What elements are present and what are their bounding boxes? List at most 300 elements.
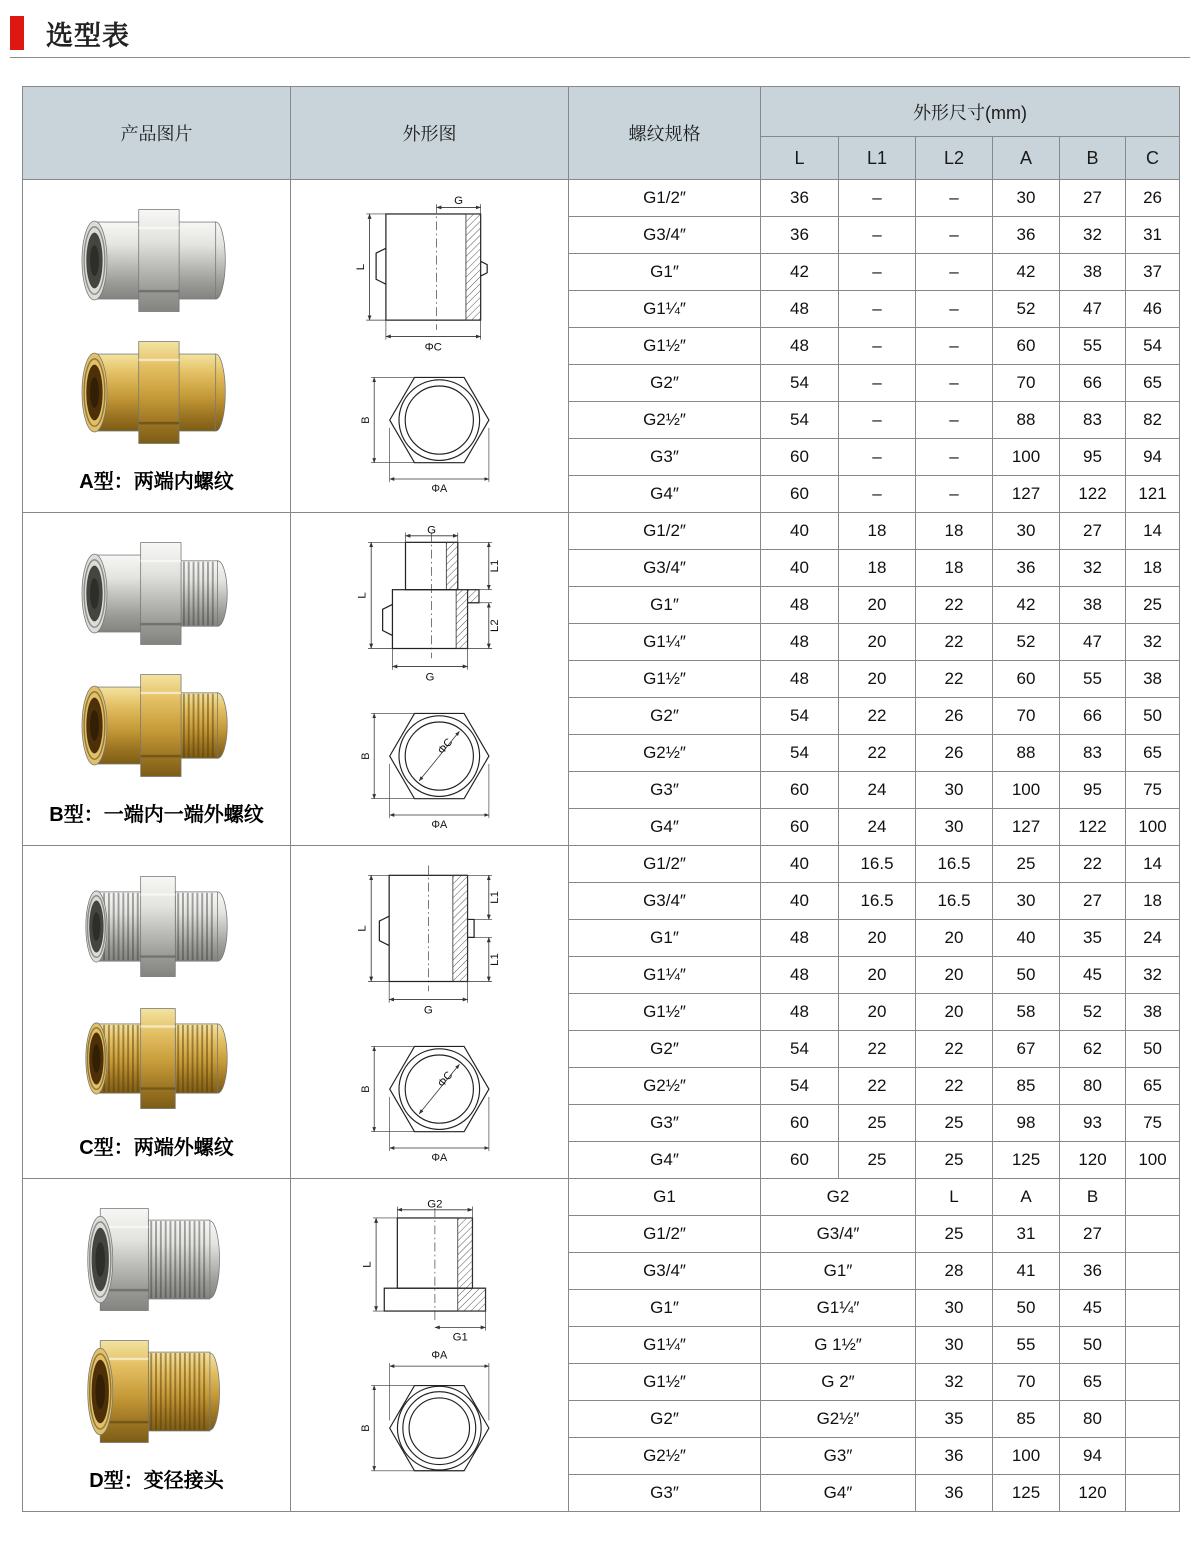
outline-drawing-cell-B (291, 513, 569, 846)
dimension-value-cell: 54 (761, 735, 839, 772)
dimension-value-cell: 30 (993, 883, 1060, 920)
dim-label: G (426, 525, 436, 537)
dimension-value-cell: – (916, 291, 993, 328)
table-header (23, 87, 1180, 180)
dimension-value-cell: 65 (1126, 365, 1180, 402)
dimension-value-cell: 16.5 (839, 883, 916, 920)
dimension-value-cell: 25 (916, 1105, 993, 1142)
table-row (23, 846, 1180, 883)
table-body (23, 180, 1180, 1512)
dimension-value-cell: 83 (1060, 735, 1126, 772)
product-photo-cell-D (23, 1179, 291, 1512)
dimension-value-cell: 83 (1060, 402, 1126, 439)
thread-spec-cell: G2½″ (569, 735, 761, 772)
selection-table (22, 86, 1180, 1512)
dimension-value-cell: 120 (1060, 1475, 1126, 1512)
thread-spec-cell: G3/4″ (569, 1253, 761, 1290)
dim-label: L (360, 1261, 373, 1268)
dimension-value-cell: 85 (993, 1068, 1060, 1105)
dim-label: B (359, 416, 372, 424)
dimension-value-cell: 41 (993, 1253, 1060, 1290)
dimension-value-cell: – (839, 217, 916, 254)
thread-spec-cell: G2″ (569, 1031, 761, 1068)
dimension-value-cell: 36 (993, 217, 1060, 254)
thread-spec-cell: G1¼″ (569, 624, 761, 661)
thread-spec-cell: G1¼″ (569, 291, 761, 328)
dimension-value-cell: 30 (993, 180, 1060, 217)
type-caption: C型：两端外螺纹 (79, 1136, 234, 1159)
dimension-value-cell: 18 (839, 513, 916, 550)
dimension-value-cell: 50 (1126, 1031, 1180, 1068)
dimension-value-cell: – (916, 328, 993, 365)
dimension-value-cell: 14 (1126, 513, 1180, 550)
header-dim-B: B (1060, 137, 1126, 180)
product-photo-cell-A (23, 180, 291, 513)
thread-spec-cell: G1″ (569, 254, 761, 291)
outline-side-view (332, 1200, 528, 1344)
dimension-value-cell: – (916, 439, 993, 476)
thread-spec-cell: G3/4″ (761, 1216, 916, 1253)
dimension-value-cell: – (916, 254, 993, 291)
dimension-value-cell: 20 (839, 624, 916, 661)
dimension-value-cell: 85 (993, 1401, 1060, 1438)
dimension-value-cell: 48 (761, 920, 839, 957)
empty-cell (1126, 1475, 1180, 1512)
dimension-value-cell: 36 (916, 1475, 993, 1512)
product-photo-brass (56, 663, 258, 788)
dim-label: ΦC (435, 736, 455, 757)
dimension-value-cell: 120 (1060, 1142, 1126, 1179)
dimension-value-cell: – (839, 328, 916, 365)
product-photo-silver (56, 864, 258, 989)
dimension-value-cell: 54 (761, 365, 839, 402)
thread-spec-cell: G4″ (569, 809, 761, 846)
dimension-value-cell: 30 (916, 1290, 993, 1327)
dimension-value-cell: 22 (916, 587, 993, 624)
dimension-value-cell: 30 (916, 772, 993, 809)
dimension-value-cell: 122 (1060, 809, 1126, 846)
outline-hex-view (337, 691, 523, 832)
product-photo-silver (56, 531, 258, 656)
thread-spec-cell: G1¼″ (569, 1327, 761, 1364)
thread-spec-cell: G 2″ (761, 1364, 916, 1401)
dimension-value-cell: 46 (1126, 291, 1180, 328)
outline-drawing-cell-D (291, 1179, 569, 1512)
header-dim-L2: L2 (916, 137, 993, 180)
empty-cell (1126, 1364, 1180, 1401)
dimension-value-cell: – (916, 476, 993, 513)
dimension-value-cell: 32 (1060, 550, 1126, 587)
dimension-value-cell: 48 (761, 587, 839, 624)
dimension-value-cell: 121 (1126, 476, 1180, 513)
dimension-value-cell: 20 (916, 920, 993, 957)
dimension-value-cell: 38 (1060, 587, 1126, 624)
thread-spec-cell: G2″ (569, 698, 761, 735)
dimension-value-cell: 82 (1126, 402, 1180, 439)
empty-cell (1126, 1327, 1180, 1364)
dimension-value-cell: 35 (1060, 920, 1126, 957)
dimension-value-cell: 65 (1126, 1068, 1180, 1105)
subheader-g1-cell: G1 (569, 1179, 761, 1216)
dimension-value-cell: 37 (1126, 254, 1180, 291)
dimension-value-cell: 48 (761, 661, 839, 698)
table-row (23, 1179, 1180, 1216)
dimension-value-cell: 62 (1060, 1031, 1126, 1068)
dimension-value-cell: 14 (1126, 846, 1180, 883)
dimension-value-cell: 45 (1060, 957, 1126, 994)
thread-spec-cell: G 1½″ (761, 1327, 916, 1364)
header-dimensions-group: 外形尺寸(mm) (761, 87, 1180, 137)
thread-spec-cell: G2″ (569, 365, 761, 402)
dimension-value-cell: 55 (993, 1327, 1060, 1364)
subheader-a-cell: A (993, 1179, 1060, 1216)
dim-label: ΦA (430, 483, 447, 496)
dimension-value-cell: – (839, 439, 916, 476)
thread-spec-cell: G3″ (761, 1438, 916, 1475)
dimension-value-cell: 26 (1126, 180, 1180, 217)
empty-cell (1126, 1216, 1180, 1253)
dimension-value-cell: 42 (993, 254, 1060, 291)
dimension-value-cell: 36 (916, 1438, 993, 1475)
dim-label: L (355, 925, 368, 932)
subheader-l-cell: L (916, 1179, 993, 1216)
product-photo-silver (56, 1197, 258, 1322)
thread-spec-cell: G1/2″ (569, 180, 761, 217)
dimension-value-cell: 22 (839, 698, 916, 735)
dim-label: ΦC (424, 341, 442, 353)
dimension-value-cell: 22 (839, 1068, 916, 1105)
dimension-value-cell: 95 (1060, 439, 1126, 476)
dimension-value-cell: – (839, 254, 916, 291)
header-dim-C: C (1126, 137, 1180, 180)
outline-side-view (332, 196, 528, 353)
thread-spec-cell: G1½″ (569, 661, 761, 698)
empty-cell (1126, 1179, 1180, 1216)
dimension-value-cell: – (916, 180, 993, 217)
dimension-value-cell: 40 (761, 846, 839, 883)
outline-drawing-cell-A (291, 180, 569, 513)
product-photo-cell-B (23, 513, 291, 846)
dimension-value-cell: 36 (993, 550, 1060, 587)
dimension-value-cell: 18 (839, 550, 916, 587)
dim-label: G (425, 671, 434, 684)
dimension-value-cell: 60 (993, 328, 1060, 365)
dimension-value-cell: 22 (839, 1031, 916, 1068)
dimension-value-cell: 52 (993, 624, 1060, 661)
dim-label: G2 (426, 1200, 443, 1211)
dimension-value-cell: 88 (993, 735, 1060, 772)
dimension-value-cell: 26 (916, 735, 993, 772)
thread-spec-cell: G1½″ (569, 994, 761, 1031)
dimension-value-cell: 48 (761, 957, 839, 994)
thread-spec-cell: G3″ (569, 772, 761, 809)
dimension-value-cell: 127 (993, 809, 1060, 846)
dimension-value-cell: 16.5 (916, 883, 993, 920)
header-product-image: 产品图片 (23, 87, 291, 180)
dimension-value-cell: 30 (916, 809, 993, 846)
dimension-value-cell: 27 (1060, 883, 1126, 920)
dim-label: B (359, 1085, 372, 1093)
dimension-value-cell: 18 (1126, 550, 1180, 587)
thread-spec-cell: G3″ (569, 1475, 761, 1512)
thread-spec-cell: G3/4″ (569, 883, 761, 920)
dimension-value-cell: 70 (993, 365, 1060, 402)
dimension-value-cell: 52 (993, 291, 1060, 328)
thread-spec-cell: G4″ (761, 1475, 916, 1512)
dimension-value-cell: 32 (1126, 957, 1180, 994)
thread-spec-cell: G1¼″ (569, 957, 761, 994)
dimension-value-cell: 32 (1126, 624, 1180, 661)
thread-spec-cell: G3″ (569, 1105, 761, 1142)
type-caption: B型：一端内一端外螺纹 (49, 803, 264, 826)
dimension-value-cell: 70 (993, 698, 1060, 735)
dim-label: L (355, 592, 368, 599)
subheader-g2-cell: G2 (761, 1179, 916, 1216)
dimension-value-cell: 48 (761, 291, 839, 328)
dim-label: ΦA (430, 1152, 447, 1165)
dimension-value-cell: 75 (1126, 772, 1180, 809)
title-rule (10, 57, 1190, 58)
thread-spec-cell: G4″ (569, 476, 761, 513)
dimension-value-cell: 50 (993, 1290, 1060, 1327)
product-photo-brass (56, 330, 258, 455)
dimension-value-cell: 58 (993, 994, 1060, 1031)
dim-label: G1 (452, 1331, 468, 1344)
product-photo-brass (56, 996, 258, 1121)
dim-label: L1 (488, 890, 501, 904)
dimension-value-cell: 94 (1126, 439, 1180, 476)
dim-label: ΦC (435, 1069, 455, 1090)
dim-label: L1 (488, 559, 501, 573)
dimension-value-cell: 38 (1060, 254, 1126, 291)
dimension-value-cell: 60 (993, 661, 1060, 698)
table-row (23, 513, 1180, 550)
dimension-value-cell: 27 (1060, 1216, 1126, 1253)
dimension-value-cell: 48 (761, 624, 839, 661)
subheader-b-cell: B (1060, 1179, 1126, 1216)
dimension-value-cell: 95 (1060, 772, 1126, 809)
dim-label: L2 (488, 619, 501, 632)
dimension-value-cell: 36 (761, 217, 839, 254)
dimension-value-cell: – (839, 180, 916, 217)
dimension-value-cell: 31 (1126, 217, 1180, 254)
dim-label: ΦA (430, 1349, 447, 1362)
dim-label: L1 (488, 952, 501, 966)
dim-label: G (453, 196, 463, 208)
dimension-value-cell: 20 (839, 661, 916, 698)
type-caption: D型：变径接头 (89, 1469, 224, 1492)
dimension-value-cell: 40 (761, 550, 839, 587)
dimension-value-cell: 22 (916, 661, 993, 698)
dimension-value-cell: 22 (916, 1068, 993, 1105)
dimension-value-cell: 75 (1126, 1105, 1180, 1142)
dimension-value-cell: 16.5 (916, 846, 993, 883)
header-dim-L1: L1 (839, 137, 916, 180)
thread-spec-cell: G1″ (569, 920, 761, 957)
dimension-value-cell: 25 (916, 1216, 993, 1253)
thread-spec-cell: G1½″ (569, 1364, 761, 1401)
page-title: 选型表 (46, 20, 130, 51)
table-row (23, 180, 1180, 217)
thread-spec-cell: G1/2″ (569, 846, 761, 883)
dimension-value-cell: 18 (916, 513, 993, 550)
header-thread-spec: 螺纹规格 (569, 87, 761, 180)
type-caption: A型：两端内螺纹 (79, 470, 234, 493)
header-outline-drawing: 外形图 (291, 87, 569, 180)
dimension-value-cell: – (839, 476, 916, 513)
outline-side-view (332, 859, 528, 1022)
dimension-value-cell: 60 (761, 476, 839, 513)
dimension-value-cell: 25 (839, 1142, 916, 1179)
thread-spec-cell: G2″ (569, 1401, 761, 1438)
dimension-value-cell: 22 (839, 735, 916, 772)
dimension-value-cell: 24 (839, 809, 916, 846)
title-accent-bar (10, 16, 24, 50)
dimension-value-cell: – (916, 217, 993, 254)
dimension-value-cell: 127 (993, 476, 1060, 513)
thread-spec-cell: G1½″ (569, 328, 761, 365)
dimension-value-cell: 100 (993, 772, 1060, 809)
dimension-value-cell: 66 (1060, 365, 1126, 402)
dimension-value-cell: 80 (1060, 1401, 1126, 1438)
dim-label: G (423, 1004, 433, 1017)
page-header (10, 14, 1190, 52)
thread-spec-cell: G3/4″ (569, 217, 761, 254)
dimension-value-cell: 65 (1060, 1364, 1126, 1401)
outline-hex-view (337, 1024, 523, 1165)
catalog-page (0, 14, 1200, 1560)
dimension-value-cell: 38 (1126, 661, 1180, 698)
dimension-value-cell: 32 (1060, 217, 1126, 254)
thread-spec-cell: G1/2″ (569, 1216, 761, 1253)
dimension-value-cell: 38 (1126, 994, 1180, 1031)
dimension-value-cell: 20 (839, 957, 916, 994)
dimension-value-cell: 24 (1126, 920, 1180, 957)
dimension-value-cell: 20 (916, 994, 993, 1031)
dimension-value-cell: 54 (761, 1068, 839, 1105)
dimension-value-cell: 60 (761, 1105, 839, 1142)
dimension-value-cell: 36 (761, 180, 839, 217)
dimension-value-cell: 100 (1126, 809, 1180, 846)
dimension-value-cell: 125 (993, 1475, 1060, 1512)
dimension-value-cell: 55 (1060, 661, 1126, 698)
empty-cell (1126, 1438, 1180, 1475)
outline-side-view (332, 526, 528, 689)
dimension-value-cell: 30 (993, 513, 1060, 550)
dimension-value-cell: 93 (1060, 1105, 1126, 1142)
dimension-value-cell: 50 (1126, 698, 1180, 735)
dimension-value-cell: 100 (993, 1438, 1060, 1475)
dimension-value-cell: 40 (993, 920, 1060, 957)
dimension-value-cell: 25 (993, 846, 1060, 883)
dim-label: B (359, 1424, 372, 1432)
dimension-value-cell: 50 (993, 957, 1060, 994)
dimension-value-cell: 50 (1060, 1327, 1126, 1364)
dimension-value-cell: 54 (1126, 328, 1180, 365)
thread-spec-cell: G1″ (569, 587, 761, 624)
thread-spec-cell: G1¼″ (761, 1290, 916, 1327)
dimension-value-cell: 27 (1060, 513, 1126, 550)
dimension-value-cell: 60 (761, 1142, 839, 1179)
product-photo-silver (56, 198, 258, 323)
dimension-value-cell: 32 (916, 1364, 993, 1401)
dimension-value-cell: 20 (839, 587, 916, 624)
dimension-value-cell: 80 (1060, 1068, 1126, 1105)
product-photo-cell-C (23, 846, 291, 1179)
dimension-value-cell: 54 (761, 1031, 839, 1068)
dimension-value-cell: 20 (839, 920, 916, 957)
dimension-value-cell: 100 (1126, 1142, 1180, 1179)
thread-spec-cell: G1″ (761, 1253, 916, 1290)
thread-spec-cell: G1″ (569, 1290, 761, 1327)
dim-label: L (354, 263, 367, 271)
dimension-value-cell: 22 (916, 1031, 993, 1068)
dimension-value-cell: 100 (993, 439, 1060, 476)
dim-label: ΦA (430, 819, 447, 832)
dim-label: B (359, 752, 372, 760)
dimension-value-cell: 25 (839, 1105, 916, 1142)
empty-cell (1126, 1253, 1180, 1290)
dimension-value-cell: 27 (1060, 180, 1126, 217)
thread-spec-cell: G4″ (569, 1142, 761, 1179)
dimension-value-cell: 122 (1060, 476, 1126, 513)
dimension-value-cell: 60 (761, 809, 839, 846)
dimension-value-cell: – (839, 402, 916, 439)
header-dim-A: A (993, 137, 1060, 180)
dimension-value-cell: 30 (916, 1327, 993, 1364)
dimension-value-cell: 48 (761, 994, 839, 1031)
dimension-value-cell: 67 (993, 1031, 1060, 1068)
dimension-value-cell: 60 (761, 439, 839, 476)
dimension-value-cell: 36 (1060, 1253, 1126, 1290)
dimension-value-cell: 47 (1060, 624, 1126, 661)
dimension-value-cell: 94 (1060, 1438, 1126, 1475)
dimension-value-cell: 31 (993, 1216, 1060, 1253)
dimension-value-cell: 25 (916, 1142, 993, 1179)
dimension-value-cell: 24 (839, 772, 916, 809)
outline-hex-view (337, 355, 523, 496)
dimension-value-cell: 42 (993, 587, 1060, 624)
thread-spec-cell: G2½″ (761, 1401, 916, 1438)
dimension-value-cell: 98 (993, 1105, 1060, 1142)
dimension-value-cell: 25 (1126, 587, 1180, 624)
dimension-value-cell: – (916, 365, 993, 402)
product-photo-brass (56, 1329, 258, 1454)
dimension-value-cell: 60 (761, 772, 839, 809)
dimension-value-cell: 20 (839, 994, 916, 1031)
dimension-value-cell: – (916, 402, 993, 439)
dimension-value-cell: 40 (761, 883, 839, 920)
thread-spec-cell: G3″ (569, 439, 761, 476)
dimension-value-cell: 18 (916, 550, 993, 587)
dimension-value-cell: 54 (761, 402, 839, 439)
dimension-value-cell: 35 (916, 1401, 993, 1438)
thread-spec-cell: G2½″ (569, 402, 761, 439)
dimension-value-cell: 47 (1060, 291, 1126, 328)
outline-drawing-cell-C (291, 846, 569, 1179)
empty-cell (1126, 1290, 1180, 1327)
dimension-value-cell: 125 (993, 1142, 1060, 1179)
dimension-value-cell: 22 (916, 624, 993, 661)
dimension-value-cell: 54 (761, 698, 839, 735)
header-dim-L: L (761, 137, 839, 180)
dimension-value-cell: 28 (916, 1253, 993, 1290)
dimension-value-cell: 55 (1060, 328, 1126, 365)
dimension-value-cell: 40 (761, 513, 839, 550)
dimension-value-cell: 70 (993, 1364, 1060, 1401)
thread-spec-cell: G1/2″ (569, 513, 761, 550)
dimension-value-cell: – (839, 365, 916, 402)
